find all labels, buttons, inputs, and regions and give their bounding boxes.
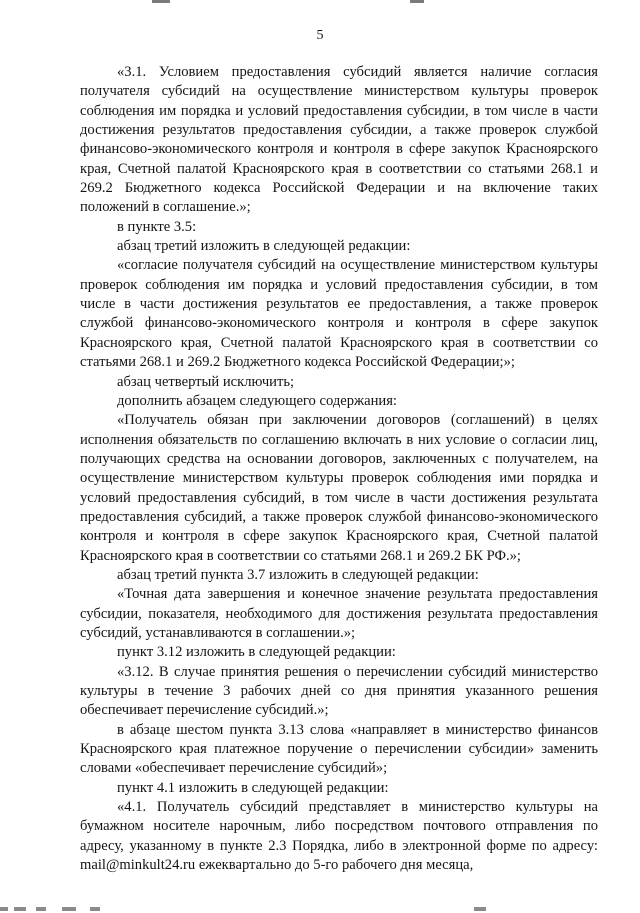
paragraph-3-12-text: «3.12. В случае принятия решения о перечислении субсидий министерство культуры в течение 3 рабочих дней со дня принятия указанного решения обеспечивает перечисление субсидий.»; bbox=[80, 663, 598, 719]
paragraph-fourth-excluded: абзац четвертый исключить; bbox=[117, 373, 295, 390]
paragraph-item-3-13: в абзаце шестом пункта 3.13 слова «направляет в министерство финансов Красноярского края платежное поручение о перечислении субсидии» заменить словами «обеспечивает перечисление субсидий»; bbox=[80, 721, 598, 777]
page-number: 5 bbox=[316, 28, 324, 43]
paragraph-3-1: «3.1. Условием предоставления субсидий является наличие согласия получателя субсидий на осуществление министерством культуры проверок соблюдения им порядка и условий предоставления субсидии, в том числе в части достижения результатов предоставления субсидии, а также проверок службой финансово-экономического контроля и контроля в сфере закупок Красноярского края, Счетной палатой Красноярского края в соответствии со статьями 268.1 и 269.2 Бюджетного кодекса Российской Федерации и на включение таких положений в соглашение.»; bbox=[80, 64, 598, 216]
paragraph-item-3-12: пункт 3.12 изложить в следующей редакции: bbox=[117, 644, 396, 661]
paragraph-item-3-7: абзац третий пункта 3.7 изложить в следующей редакции: bbox=[117, 566, 479, 583]
document-body bbox=[80, 63, 598, 875]
paragraph-recipient-obligation: «Получатель обязан при заключении договоров (соглашений) в целях исполнения обязательств по соглашению включать в них условие о согласии лиц, получающих средства на основании договоров, заключенных с получателем, на осуществление министерством культуры проверок соблюдения ими порядка и условий предоставления субсидий, в том числе в части достижения результата предоставления субсидий, а также проверок службой финансово-экономического контроля и контроля в сфере закупок Красноярского края, Счетной палатой Красноярского края в соответствии со статьями 268.1 и 269.2 БК РФ.»; bbox=[80, 412, 598, 564]
paragraph-consent-text: «согласие получателя субсидий на осуществление министерством культуры проверок соблюдения им порядка и условий предоставления субсидии, в том числе в части достижения результатов ее предоставления, а также проверок службой финансово-экономического контроля и контроля в сфере закупок Красноярского края, Счетной палатой Красноярского края в соответствии со статьями 268.1 и 269.2 Бюджетного кодекса Российской Федерации;»; bbox=[80, 257, 598, 371]
scan-bottom-edge bbox=[0, 904, 640, 913]
paragraph-item-3-5: в пункте 3.5: bbox=[117, 218, 197, 235]
paragraph-4-1-text: «4.1. Получатель субсидий представляет в министерство культуры на бумажном носителе нарочным, либо посредством почтового отправления по адресу, указанному в пункте 2.3 Порядка, либо в электронной форме по адресу: mail@minkult24.ru ежеквартально до 5-го рабочего дня месяца, bbox=[80, 799, 598, 874]
scan-top-edge bbox=[0, 0, 640, 6]
paragraph-third-abzac: абзац третий изложить в следующей редакции: bbox=[117, 238, 411, 255]
paragraph-item-4-1: пункт 4.1 изложить в следующей редакции: bbox=[117, 779, 389, 796]
paragraph-supplement: дополнить абзацем следующего содержания: bbox=[117, 392, 397, 409]
paragraph-exact-date: «Точная дата завершения и конечное значение результата предоставления субсидии, показателя, необходимого для достижения результата предоставления субсидий, устанавливаются в соглашении.»; bbox=[80, 586, 598, 641]
